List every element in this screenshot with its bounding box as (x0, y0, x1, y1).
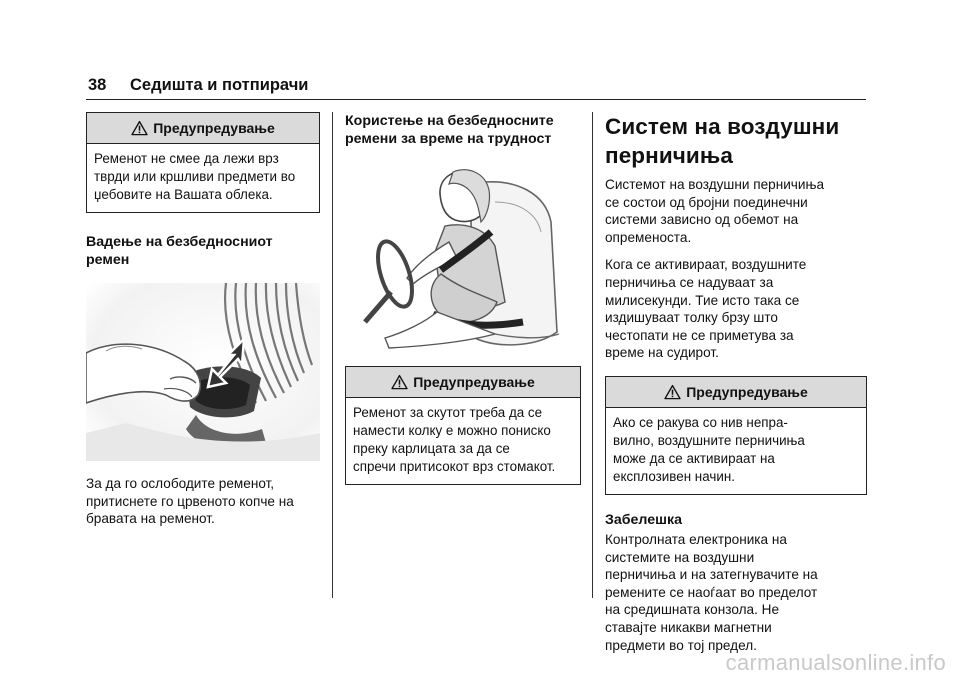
column-divider (332, 112, 333, 598)
text-line: Контролната електроника на (605, 531, 787, 547)
heading-line: Вадење на безбедносниот (86, 234, 273, 250)
heading-line: ремени за време на трудност (345, 131, 552, 147)
text-line: Системот на воздушни перничиња (605, 177, 825, 192)
column-divider (592, 112, 593, 598)
text-line: време на судирот. (605, 345, 719, 361)
text-line: Ременот не смее да лежи врз (94, 151, 279, 166)
text-line: тврди или кршливи предмети во (94, 169, 296, 184)
section-heading (345, 112, 581, 148)
text-line: џебовите на Вашата облека. (94, 187, 273, 202)
column-1 (86, 112, 320, 528)
header-rule (86, 99, 866, 100)
text-line: системи зависно од обемот на (605, 212, 799, 228)
text-line: може да се активираат на (613, 450, 775, 466)
pregnant-driver-illustration (345, 162, 581, 352)
text-line: системите на воздушни (605, 549, 755, 565)
warning-header (606, 377, 866, 407)
section-heading (86, 233, 320, 269)
text-line: перничиња и на затегнувачите на (605, 567, 818, 583)
section-title: Седишта и потпирачи (130, 76, 309, 94)
column-2 (345, 112, 581, 485)
heading-line: ремен (86, 252, 130, 268)
title-line: Систем на воздушни (605, 114, 840, 139)
heading-line: Користење на безбедносните (345, 113, 554, 129)
paragraph (605, 176, 867, 246)
text-line: перничиња се надуваат за (605, 274, 774, 290)
watermark: carmanualsonline.info (725, 650, 946, 675)
warning-box (605, 376, 867, 495)
warning-text (606, 407, 866, 494)
text-line: на средишната конзола. Не (605, 602, 780, 618)
warning-triangle-icon (391, 374, 408, 390)
note-title: Забелешка (605, 511, 682, 528)
chapter-title (605, 112, 867, 170)
text-line: ремените се наоѓаат во пределот (605, 584, 818, 600)
warning-box (345, 366, 581, 485)
text-line: преку карлицата за да се (353, 441, 510, 456)
text-line: спречи притисокот врз стомакот. (353, 459, 556, 474)
column-3 (605, 112, 867, 654)
page-number: 38 (88, 76, 107, 94)
text-line: честопати не се приметува за (605, 327, 794, 343)
text-line: милисекунди. Тие исто така се (605, 292, 800, 308)
warning-title: Предупредување (686, 383, 808, 400)
text-line: се состои од бројни поединечни (605, 194, 808, 210)
warning-triangle-icon (664, 384, 681, 400)
text-line: бравата на ременот. (86, 511, 215, 527)
text-line: издишуваат толку брзу што (605, 310, 778, 326)
warning-text (346, 397, 580, 484)
paragraph (605, 256, 867, 362)
text-line: Кога се активираат, воздушните (605, 257, 807, 273)
paragraph (86, 475, 320, 528)
warning-text (87, 143, 319, 212)
text-line: ставајте никакви магнетни (605, 619, 772, 635)
text-line: намести колку е можно пониско (353, 423, 551, 438)
buckle-release-illustration (86, 283, 320, 461)
warning-header (87, 113, 319, 143)
note-text (605, 531, 867, 654)
text-line: За да го ослободите ременот, (86, 476, 275, 491)
text-line: Ременот за скутот треба да се (353, 405, 543, 420)
page-header (86, 72, 866, 98)
text-line: предмети во тој предел. (605, 637, 757, 653)
warning-title: Предупредување (413, 374, 535, 390)
title-line: перничиња (605, 143, 733, 168)
text-line: притиснете го црвеното копче на (86, 493, 294, 509)
text-line: експлозивен начин. (613, 468, 735, 484)
text-line: опременоста. (605, 229, 692, 245)
warning-triangle-icon (131, 120, 148, 136)
warning-title: Предупредување (153, 120, 275, 136)
warning-box (86, 112, 320, 213)
text-line: вилно, воздушните перничиња (613, 432, 805, 448)
warning-header (346, 367, 580, 397)
text-line: Ако се ракува со нив непра- (613, 414, 788, 430)
